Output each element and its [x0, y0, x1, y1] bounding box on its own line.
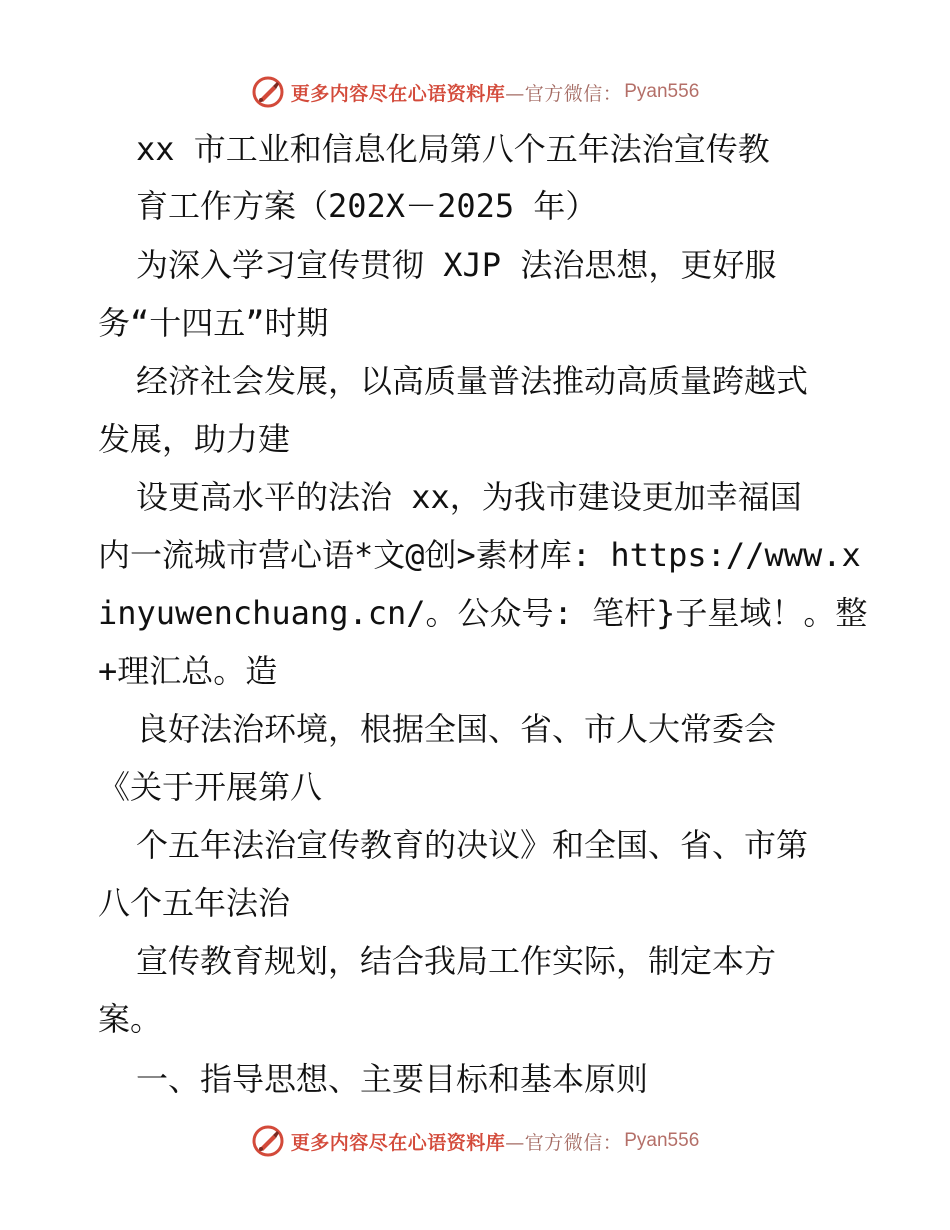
doc-line-2: 育工作方案（202X－2025 年）	[136, 187, 598, 225]
brand-logo-icon	[251, 75, 285, 109]
brand-logo-icon	[251, 1124, 285, 1158]
doc-line-12: 《关于开展第八	[98, 768, 323, 806]
banner-tail-text: —官方微信：	[505, 82, 623, 105]
doc-line-9: inyuwenchuang.cn/。公众号: 笔杆}子星域！。整	[98, 594, 868, 632]
doc-line-5: 经济社会发展，以高质量普法推动高质量跨越式	[136, 362, 809, 400]
doc-line-4: 务“十四五”时期	[98, 304, 329, 342]
doc-line-7: 设更高水平的法治 xx，为我市建设更加幸福国	[136, 478, 802, 516]
banner-lead-text: 更多内容尽在心语资料库	[290, 1131, 506, 1154]
banner-wechat-id: Pyan556	[624, 1130, 700, 1151]
footer-watermark-banner	[0, 1121, 950, 1161]
banner-tail-text: —官方微信：	[505, 1131, 623, 1154]
doc-line-15: 宣传教育规划，结合我局工作实际，制定本方	[136, 942, 777, 980]
doc-section-heading: 一、指导思想、主要目标和基本原则	[136, 1060, 649, 1098]
header-watermark-banner	[0, 72, 950, 112]
doc-line-3: 为深入学习宣传贯彻 XJP 法治思想，更好服	[136, 246, 777, 284]
doc-line-13: 个五年法治宣传教育的决议》和全国、省、市第	[136, 826, 809, 864]
doc-line-1: xx 市工业和信息化局第八个五年法治宣传教	[136, 130, 770, 168]
doc-line-16: 案。	[98, 1000, 163, 1038]
doc-line-14: 八个五年法治	[98, 884, 291, 922]
banner-lead-text: 更多内容尽在心语资料库	[290, 82, 506, 105]
doc-line-11: 良好法治环境，根据全国、省、市人大常委会	[136, 710, 777, 748]
banner-wechat-id: Pyan556	[624, 81, 700, 102]
doc-line-8: 内一流城市营心语*文@创>素材库: https://www.x	[98, 536, 861, 574]
doc-line-6: 发展，助力建	[98, 420, 291, 458]
doc-line-10: +理汇总。造	[98, 652, 278, 690]
